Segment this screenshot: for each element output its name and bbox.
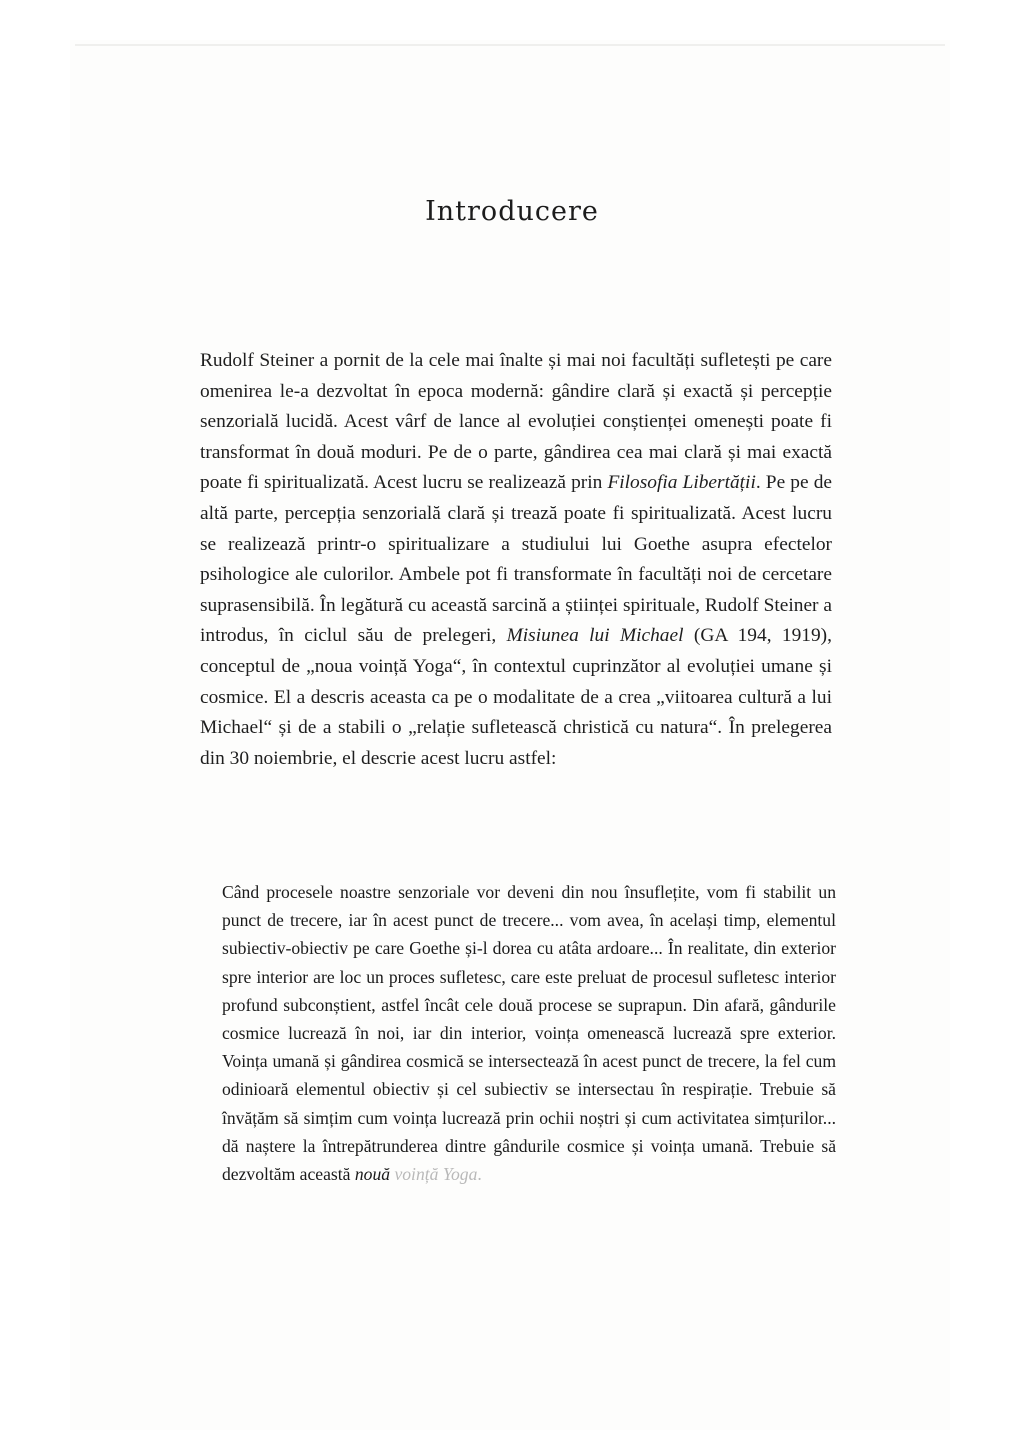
intro-text-part2: . Pe pe de altă parte, percepția senzorială clară și trează poate fi spiritualizată. Acest lucru se realizează printr-o spiritualizare a studiului lui Goethe asupra efectelor psihologice ale culorilor. Ambele pot fi transformate în facultăți noi de cercetare suprasensibilă. În legătură cu această sarcină a științei spirituale, Rudolf Steiner a introdus, în ciclul său de prelegeri, xyxy=(200,472,832,647)
intro-text-part1: Rudolf Steiner a pornit de la cele mai înalte și mai noi facultăți sufletești pe care omenirea le-a dezvoltat în epoca modernă: gândire clară și exactă și percepție senzorială lucidă. Acest vârf de lance al evoluției conștienței omenești poate fi transformat în două moduri. Pe de o parte, gândirea cea mai clară și mai exactă poate fi spiritualizată. Acest lucru se realizează prin xyxy=(200,350,832,494)
intro-text-part3: (GA 194, 1919), conceptul de „noua voință Yoga“, în contextul cuprinzător al evoluției umane și cosmice. El a descris aceasta ca pe o modalitate de a crea „viitoarea cultură a lui Michael“ și de a stabili o „relație sufletească christică cu natura“. În prelegerea din 30 noiembrie, el descrie acest lucru astfel: xyxy=(200,625,832,769)
page-top-edge xyxy=(75,44,945,46)
book-title-filosofia-libertatii: Filosofia Libertății xyxy=(607,472,756,494)
book-title-misiunea-lui-michael: Misiunea lui Michael xyxy=(506,625,684,647)
quote-end-period: . xyxy=(477,1164,482,1185)
quote-text: Când procesele noastre senzoriale vor deveni din nou însuflețite, vom fi stabilit un punct de trecere, iar în acest punct de trecere... vom avea, în același timp, elementul subiectiv-obiectiv pe care Goethe și-l dorea cu atâta ardoare... În realitate, din exterior spre interior are loc un proces sufletesc, care este preluat de procesul sufletesc interior profund subconștient, astfel încât cele două procese se suprapun. Din afară, gândurile cosmice lucrează în noi, iar din interior, voința omenească lucrează spre exterior. Voința umană și gândirea cosmică se intersectează în acest punct de trecere, la fel cum odinioară elementul obiectiv și cel subiectiv se intersectau în respirație. Trebuie să învățăm să simțim cum voința lucrează prin ochii noștri și cum activitatea simțurilor... dă naștere la întrepătrunderea dintre gândurile cosmice și voința umană. Trebuie să dezvoltăm această xyxy=(222,882,836,1185)
intro-paragraph xyxy=(200,346,832,774)
chapter-title: Introducere xyxy=(425,196,599,227)
quote-emphasis-noua: nouă xyxy=(354,1164,391,1185)
block-quote xyxy=(222,878,836,1188)
quote-emphasis-vointa-yoga: voință Yoga xyxy=(390,1164,478,1185)
